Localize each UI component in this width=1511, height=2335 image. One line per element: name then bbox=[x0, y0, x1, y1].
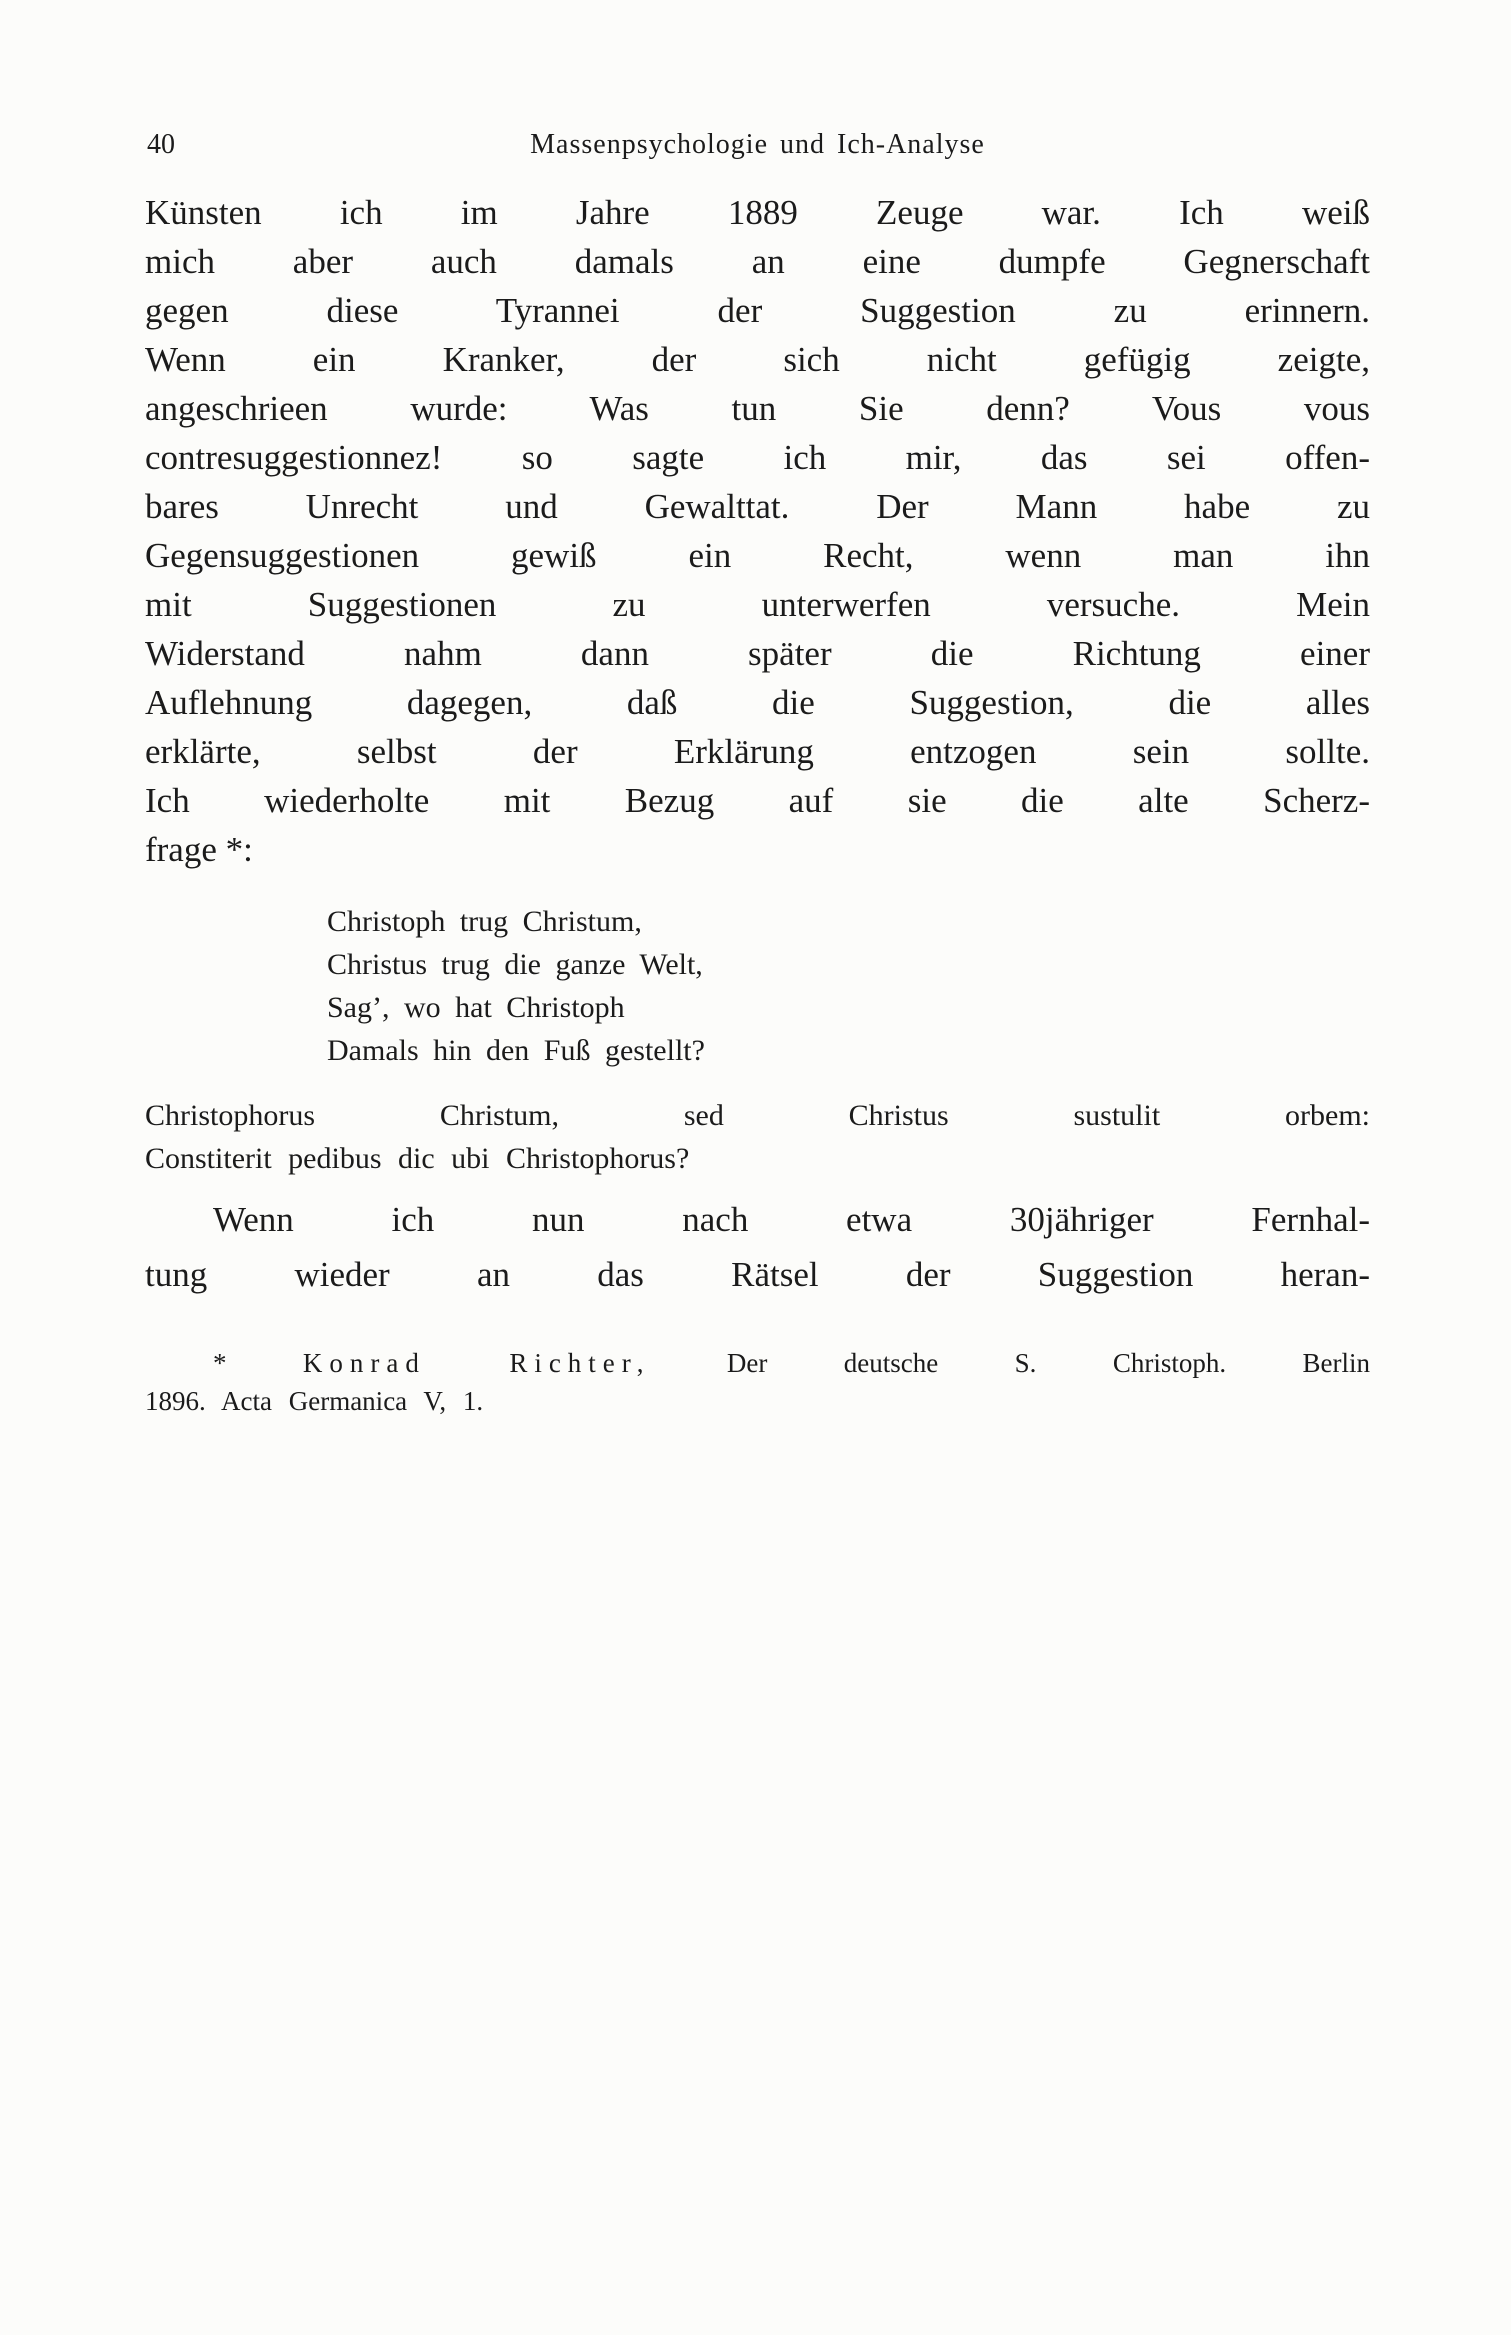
text-line: Christophorus Christum, sed Christus sustulit orbem: bbox=[145, 1099, 1370, 1132]
page-number: 40 bbox=[147, 129, 175, 160]
running-head: Massenpsychologie und Ich-Analyse bbox=[530, 129, 985, 160]
text-line: frage *: bbox=[145, 830, 253, 869]
text-line: Sag’, wo hat Christoph bbox=[327, 991, 625, 1024]
text-line: Ich wiederholte mit Bezug auf sie die alte Scherz- bbox=[145, 781, 1370, 820]
text-line: Gegensuggestionen gewiß ein Recht, wenn man ihn bbox=[145, 536, 1370, 575]
text-line: Wenn ein Kranker, der sich nicht gefügig zeigte, bbox=[145, 340, 1370, 379]
text-line: Wenn ich nun nach etwa 30jähriger Fernhal- bbox=[213, 1200, 1370, 1239]
text-line: Widerstand nahm dann später die Richtung einer bbox=[145, 634, 1370, 673]
text-line: angeschrieen wurde: Was tun Sie denn? Vous vous bbox=[145, 389, 1370, 428]
paragraph-main bbox=[145, 188, 1370, 874]
text-line: mit Suggestionen zu unterwerfen versuche. Mein bbox=[145, 585, 1370, 624]
footnote-line-1 bbox=[145, 1344, 1370, 1382]
footnote-author: Konrad Richter, bbox=[302, 1348, 651, 1378]
footnote bbox=[145, 1344, 1370, 1420]
text-line: mich aber auch damals an eine dumpfe Gegnerschaft bbox=[145, 242, 1370, 281]
latin-paragraph bbox=[145, 1094, 1370, 1180]
text-line: tung wieder an das Rätsel der Suggestion heran- bbox=[145, 1255, 1370, 1294]
footnote-line-2: 1896. Acta Germanica V, 1. bbox=[145, 1386, 484, 1416]
text-line: contresuggestionnez! so sagte ich mir, das sei offen- bbox=[145, 438, 1370, 477]
footnote-marker: * bbox=[213, 1348, 227, 1378]
page-header bbox=[145, 126, 1370, 164]
text-line: Damals hin den Fuß gestellt? bbox=[327, 1034, 705, 1067]
text-line: Constiterit pedibus dic ubi Christophorus? bbox=[145, 1142, 690, 1175]
text-line: gegen diese Tyrannei der Suggestion zu erinnern. bbox=[145, 291, 1370, 330]
verse-quote bbox=[327, 900, 1370, 1072]
text-line: erklärte, selbst der Erklärung entzogen sein sollte. bbox=[145, 732, 1370, 771]
text-line: Christus trug die ganze Welt, bbox=[327, 948, 703, 981]
text-block bbox=[145, 126, 1370, 1420]
text-line: Künsten ich im Jahre 1889 Zeuge war. Ich weiß bbox=[145, 193, 1370, 232]
text-line: Christoph trug Christum, bbox=[327, 905, 642, 938]
paragraph-second bbox=[145, 1192, 1370, 1302]
footnote-reference: Der deutsche S. Christoph. Berlin bbox=[726, 1348, 1370, 1378]
text-line: Auflehnung dagegen, daß die Suggestion, die alles bbox=[145, 683, 1370, 722]
text-line: bares Unrecht und Gewalttat. Der Mann habe zu bbox=[145, 487, 1370, 526]
